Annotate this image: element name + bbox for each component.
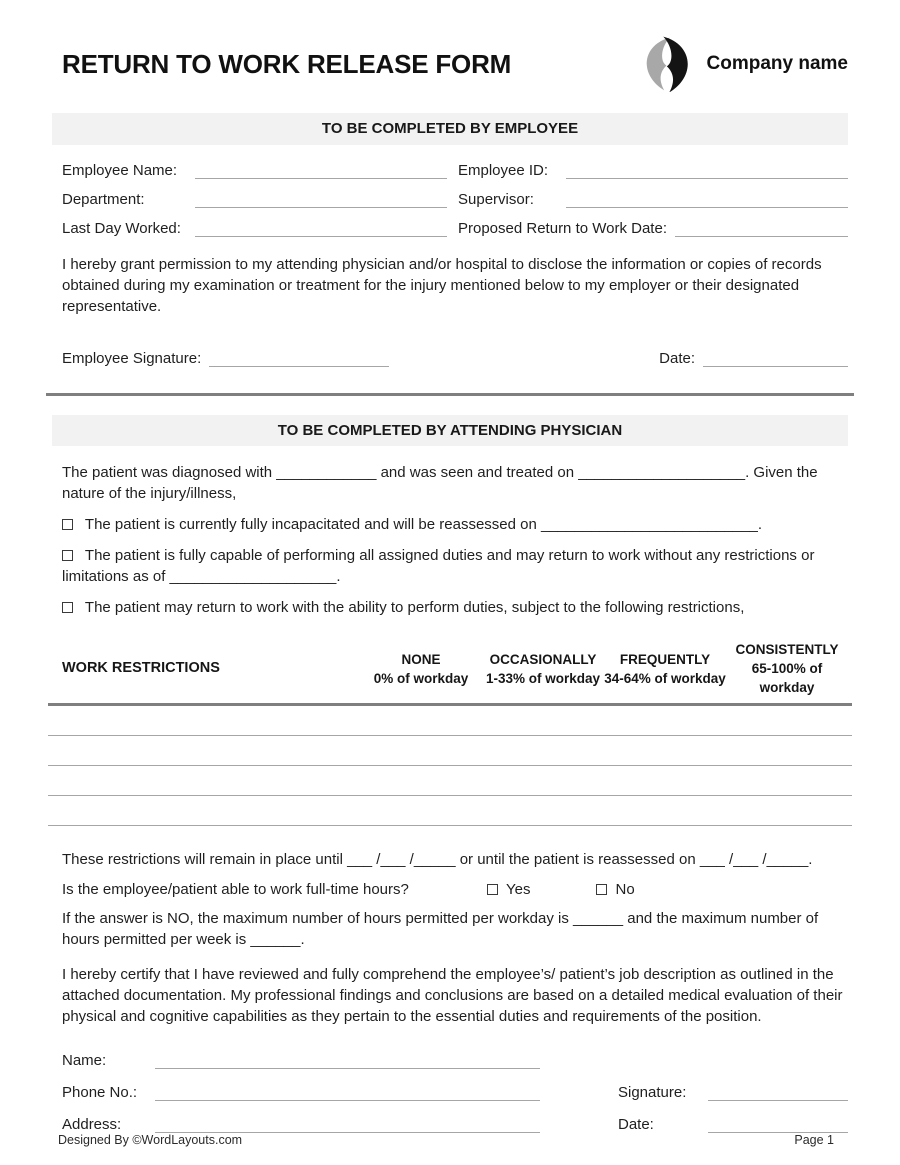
employee-id-field-line[interactable] <box>566 177 848 179</box>
physician-contact-fields <box>52 1037 848 1133</box>
field-row <box>52 179 848 208</box>
logo-birds-icon <box>636 36 698 92</box>
page-footer <box>0 1133 900 1165</box>
employee-fields <box>52 150 848 237</box>
table-empty-row[interactable] <box>48 766 852 796</box>
checkbox-option-text: The patient is fully capable of performing all assigned duties and may return to work without any restrictions or limitations as of ____________________. <box>62 547 815 585</box>
department-label: Department: <box>62 190 145 208</box>
no-option <box>596 881 634 898</box>
company-name: Company name <box>706 53 848 74</box>
fulltime-question-row <box>52 881 848 898</box>
employee-section-title: TO BE COMPLETED BY EMPLOYEE <box>321 120 579 138</box>
max-hours-text: If the answer is NO, the maximum number of hours permitted per workday is ______ and the maximum number of hours permitted per week is ______. <box>62 910 819 948</box>
return-date-label: Proposed Return to Work Date: <box>458 219 667 237</box>
diagnosis-text: The patient was diagnosed with ____________ and was seen and treated on ____________________. Given the nature of the injury/illness, <box>62 464 818 502</box>
designed-by-credit: Designed By ©WordLayouts.com <box>58 1133 243 1147</box>
physician-section-title: TO BE COMPLETED BY ATTENDING PHYSICIAN <box>277 421 623 439</box>
field-row <box>52 1101 848 1133</box>
last-day-worked-label: Last Day Worked: <box>62 219 181 237</box>
table-empty-row[interactable] <box>48 736 852 766</box>
yes-checkbox-icon[interactable] <box>487 884 498 895</box>
employee-date-label: Date: <box>659 349 695 367</box>
employee-section-header <box>52 113 848 145</box>
physician-phone-label: Phone No.: <box>62 1084 138 1101</box>
checkbox-option-with-restrictions <box>52 597 848 618</box>
supervisor-label: Supervisor: <box>458 190 534 208</box>
physician-signature-label: Signature: <box>618 1084 687 1101</box>
physician-name-field-line[interactable] <box>155 1067 540 1069</box>
physician-date-label: Date: <box>618 1116 654 1133</box>
fulltime-question: Is the employee/patient able to work full-time hours? <box>62 881 409 898</box>
supervisor-field-line[interactable] <box>566 206 848 208</box>
return-date-field-line[interactable] <box>675 235 848 237</box>
field-row <box>52 1069 848 1101</box>
physician-address-label: Address: <box>62 1116 122 1133</box>
table-empty-row[interactable] <box>48 796 852 826</box>
employee-date-line[interactable] <box>703 365 848 367</box>
department-field-line[interactable] <box>195 206 447 208</box>
field-row <box>52 208 848 237</box>
table-empty-row[interactable] <box>48 706 852 736</box>
column-header-work-restrictions: WORK RESTRICTIONS <box>62 660 220 676</box>
field-row <box>52 1037 848 1069</box>
page-title: RETURN TO WORK RELEASE FORM <box>62 48 512 79</box>
employee-signature-row <box>52 349 848 367</box>
restrictions-duration-text: These restrictions will remain in place until ___ /___ /_____ or until the patient is reassessed on ___ /___ /_____. <box>62 851 813 868</box>
certification-text: I hereby certify that I have reviewed and fully comprehend the employee’s/ patient’s job description as outlined in the attached documentation. My professional findings and conclusions are based on a detailed medical evaluation of their physical and cognitive capabilities as they pertain to the essential duties and requirements of the position. <box>62 966 843 1025</box>
checkbox-icon[interactable] <box>62 602 73 613</box>
no-label: No <box>615 881 635 898</box>
section-divider <box>46 393 854 396</box>
table-header-row <box>48 638 852 706</box>
employee-name-label: Employee Name: <box>62 161 178 179</box>
no-checkbox-icon[interactable] <box>596 884 607 895</box>
checkbox-option-fully-capable <box>52 545 848 587</box>
checkbox-option-text: The patient is currently fully incapacitated and will be reassessed on __________________________. <box>84 516 763 533</box>
yes-label: Yes <box>506 881 531 898</box>
yes-option <box>487 881 530 898</box>
employee-signature-label: Employee Signature: <box>62 349 202 367</box>
company-logo <box>636 36 848 92</box>
permission-text: I hereby grant permission to my attending physician and/or hospital to disclose the information or copies of records obtained during my examination or treatment for the injury mentioned below to my employer or their designated representative. <box>62 255 822 315</box>
physician-section-header <box>52 415 848 447</box>
checkbox-option-text: The patient may return to work with the ability to perform duties, subject to the following restrictions, <box>84 599 745 616</box>
work-restrictions-table <box>48 638 852 826</box>
employee-signature-line[interactable] <box>209 365 389 367</box>
column-header-consistently: CONSISTENTLY 65-100% of workday <box>735 642 839 695</box>
last-day-worked-field-line[interactable] <box>195 235 447 237</box>
employee-id-label: Employee ID: <box>458 161 549 179</box>
checkbox-icon[interactable] <box>62 550 73 561</box>
physician-signature-line[interactable] <box>708 1099 848 1101</box>
column-header-none: NONE 0% of workday <box>373 651 469 686</box>
column-header-frequently: FREQUENTLY 34-64% of workday <box>604 651 726 686</box>
form-header <box>52 36 848 92</box>
column-header-occasionally: OCCASIONALLY 1-33% of workday <box>485 651 601 686</box>
field-row <box>52 150 848 179</box>
checkbox-icon[interactable] <box>62 519 73 530</box>
physician-phone-field-line[interactable] <box>155 1099 540 1101</box>
page-number: Page 1 <box>794 1133 834 1147</box>
physician-name-label: Name: <box>62 1052 107 1069</box>
checkbox-option-incapacitated <box>52 514 848 535</box>
employee-name-field-line[interactable] <box>195 177 447 179</box>
